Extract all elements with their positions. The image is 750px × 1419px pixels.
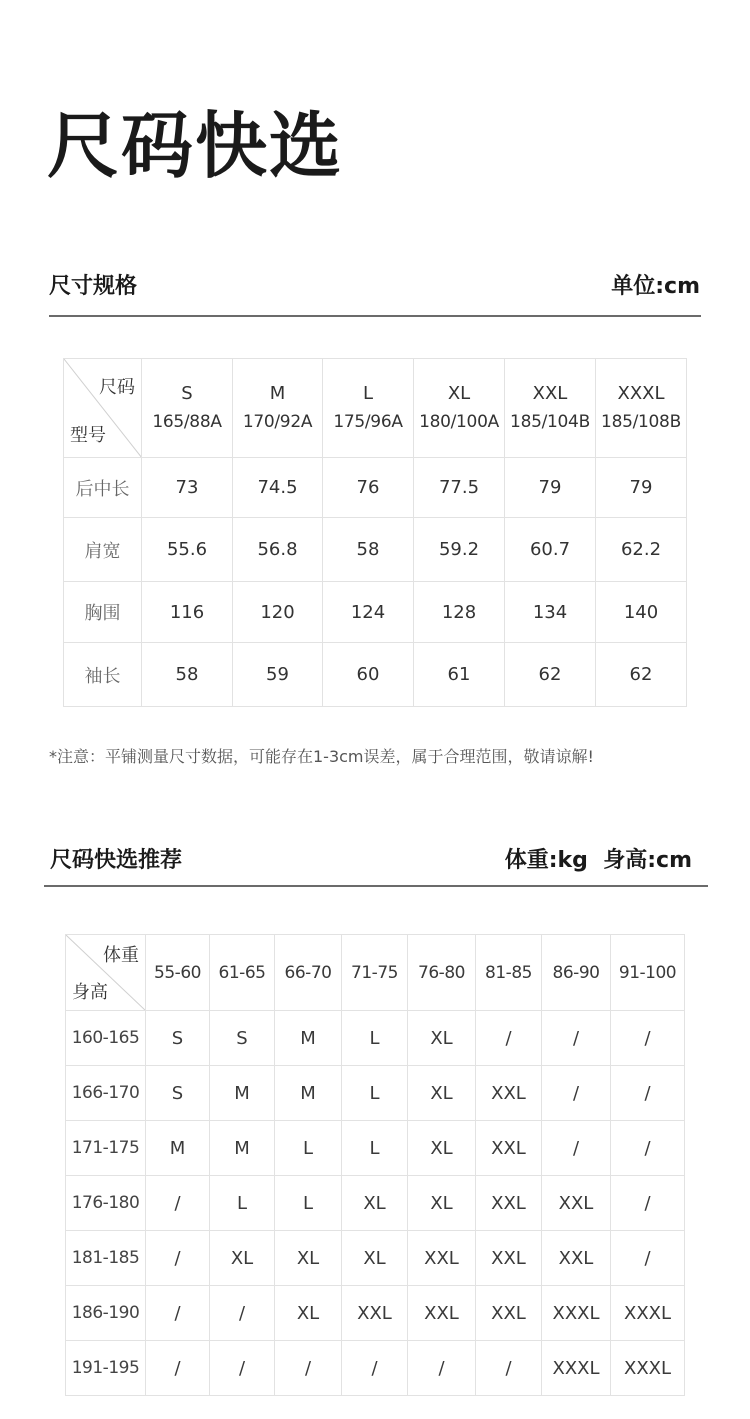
rec-cell: / [210, 1286, 275, 1341]
spec-cell: 59.2 [414, 518, 505, 582]
spec-cell: 62 [596, 643, 687, 707]
rec-section-header [50, 842, 692, 874]
row-label: 肩宽 [64, 518, 142, 582]
weight-header: 81-85 [476, 935, 542, 1011]
height-label: 191-195 [66, 1341, 146, 1396]
spec-cell: 77.5 [414, 458, 505, 518]
rec-cell: S [146, 1066, 210, 1121]
spec-cell: 128 [414, 582, 505, 643]
rec-cell: XL [275, 1231, 342, 1286]
rec-cell: XXXL [611, 1341, 685, 1396]
rec-cell: / [611, 1011, 685, 1066]
rec-cell: L [210, 1176, 275, 1231]
rec-cell: / [210, 1341, 275, 1396]
row-label: 袖长 [64, 643, 142, 707]
spec-cell: 140 [596, 582, 687, 643]
spec-cell: 58 [142, 643, 233, 707]
rec-cell: L [342, 1066, 408, 1121]
spec-divider [49, 315, 701, 317]
rec-cell: / [542, 1121, 611, 1176]
rec-cell: / [542, 1011, 611, 1066]
spec-cell: 55.6 [142, 518, 233, 582]
rec-cell: XXL [342, 1286, 408, 1341]
rec-cell: / [146, 1231, 210, 1286]
spec-section-header [49, 268, 700, 300]
weight-header: 86-90 [542, 935, 611, 1011]
rec-row [66, 1066, 685, 1121]
spec-cell: 58 [323, 518, 414, 582]
rec-cell: XL [275, 1286, 342, 1341]
spec-cell: 124 [323, 582, 414, 643]
size-header-s: S 165/88A [142, 359, 233, 458]
corner-model-label: 型号 [70, 425, 106, 446]
rec-cell: / [146, 1341, 210, 1396]
height-label: 166-170 [66, 1066, 146, 1121]
rec-cell: XXL [476, 1121, 542, 1176]
rec-divider [44, 885, 708, 887]
rec-cell: / [476, 1011, 542, 1066]
height-label: 181-185 [66, 1231, 146, 1286]
rec-cell: XL [408, 1176, 476, 1231]
rec-cell: XXXL [542, 1341, 611, 1396]
rec-cell: / [146, 1176, 210, 1231]
rec-cell: / [611, 1121, 685, 1176]
size-header-xxl: XXL 185/104B [505, 359, 596, 458]
weight-header: 91-100 [611, 935, 685, 1011]
rec-cell: / [146, 1286, 210, 1341]
spec-cell: 61 [414, 643, 505, 707]
rec-cell: XL [408, 1121, 476, 1176]
rec-cell: XXL [542, 1231, 611, 1286]
rec-unit-label: 体重:kg 身高:cm [504, 847, 692, 873]
size-spec-table [63, 358, 687, 707]
rec-cell: S [146, 1011, 210, 1066]
spec-cell: 60.7 [505, 518, 596, 582]
corner-weight-label: 体重 [103, 945, 139, 966]
rec-cell: XL [342, 1231, 408, 1286]
height-label: 176-180 [66, 1176, 146, 1231]
rec-cell: L [342, 1121, 408, 1176]
rec-row [66, 1231, 685, 1286]
spec-cell: 134 [505, 582, 596, 643]
spec-corner-cell [64, 359, 142, 458]
spec-unit-label: 单位:cm [611, 273, 700, 299]
page-title: 尺码快选 [47, 104, 344, 188]
rec-cell: / [611, 1066, 685, 1121]
rec-cell: / [476, 1341, 542, 1396]
rec-cell: XXL [408, 1231, 476, 1286]
spec-row-back-length [64, 458, 687, 518]
rec-cell: / [342, 1341, 408, 1396]
rec-cell: XXL [476, 1286, 542, 1341]
spec-row-shoulder [64, 518, 687, 582]
weight-header: 66-70 [275, 935, 342, 1011]
rec-cell: L [275, 1176, 342, 1231]
rec-row [66, 1176, 685, 1231]
corner-height-label: 身高 [72, 982, 108, 1003]
rec-cell: M [275, 1066, 342, 1121]
rec-cell: / [542, 1066, 611, 1121]
rec-cell: XXXL [611, 1286, 685, 1341]
spec-cell: 73 [142, 458, 233, 518]
rec-cell: S [210, 1011, 275, 1066]
spec-header-row [64, 359, 687, 458]
rec-row [66, 1286, 685, 1341]
height-label: 171-175 [66, 1121, 146, 1176]
rec-cell: XL [210, 1231, 275, 1286]
rec-row [66, 1011, 685, 1066]
spec-cell: 59 [233, 643, 323, 707]
height-label: 186-190 [66, 1286, 146, 1341]
rec-row [66, 1341, 685, 1396]
rec-cell: XXL [476, 1066, 542, 1121]
rec-cell: XXL [408, 1286, 476, 1341]
rec-row [66, 1121, 685, 1176]
rec-cell: XL [408, 1066, 476, 1121]
corner-size-label: 尺码 [99, 377, 135, 398]
height-label: 160-165 [66, 1011, 146, 1066]
spec-cell: 79 [596, 458, 687, 518]
rec-cell: / [408, 1341, 476, 1396]
rec-cell: L [275, 1121, 342, 1176]
size-header-l: L 175/96A [323, 359, 414, 458]
spec-cell: 116 [142, 582, 233, 643]
rec-cell: M [210, 1066, 275, 1121]
spec-cell: 79 [505, 458, 596, 518]
rec-cell: M [275, 1011, 342, 1066]
spec-row-sleeve [64, 643, 687, 707]
spec-section-title: 尺寸规格 [49, 273, 138, 299]
rec-cell: / [275, 1341, 342, 1396]
rec-cell: XL [408, 1011, 476, 1066]
rec-header-row [66, 935, 685, 1011]
spec-cell: 62.2 [596, 518, 687, 582]
row-label: 胸围 [64, 582, 142, 643]
rec-cell: XL [342, 1176, 408, 1231]
rec-section-title: 尺码快选推荐 [50, 847, 183, 873]
rec-cell: M [210, 1121, 275, 1176]
spec-cell: 120 [233, 582, 323, 643]
weight-header: 55-60 [146, 935, 210, 1011]
rec-cell: XXL [542, 1176, 611, 1231]
rec-cell: / [611, 1176, 685, 1231]
size-header-m: M 170/92A [233, 359, 323, 458]
size-header-xxxl: XXXL 185/108B [596, 359, 687, 458]
rec-cell: XXL [476, 1176, 542, 1231]
spec-cell: 56.8 [233, 518, 323, 582]
spec-cell: 62 [505, 643, 596, 707]
size-recommend-table [65, 934, 685, 1396]
spec-row-chest [64, 582, 687, 643]
rec-cell: XXL [476, 1231, 542, 1286]
row-label: 后中长 [64, 458, 142, 518]
spec-cell: 76 [323, 458, 414, 518]
spec-cell: 60 [323, 643, 414, 707]
weight-header: 61-65 [210, 935, 275, 1011]
spec-cell: 74.5 [233, 458, 323, 518]
rec-cell: L [342, 1011, 408, 1066]
rec-cell: XXXL [542, 1286, 611, 1341]
rec-cell: / [611, 1231, 685, 1286]
measurement-note: *注意：平铺测量尺寸数据，可能存在1-3cm误差，属于合理范围，敬请谅解! [49, 747, 594, 766]
size-header-xl: XL 180/100A [414, 359, 505, 458]
weight-header: 71-75 [342, 935, 408, 1011]
rec-corner-cell [66, 935, 146, 1011]
weight-header: 76-80 [408, 935, 476, 1011]
rec-cell: M [146, 1121, 210, 1176]
